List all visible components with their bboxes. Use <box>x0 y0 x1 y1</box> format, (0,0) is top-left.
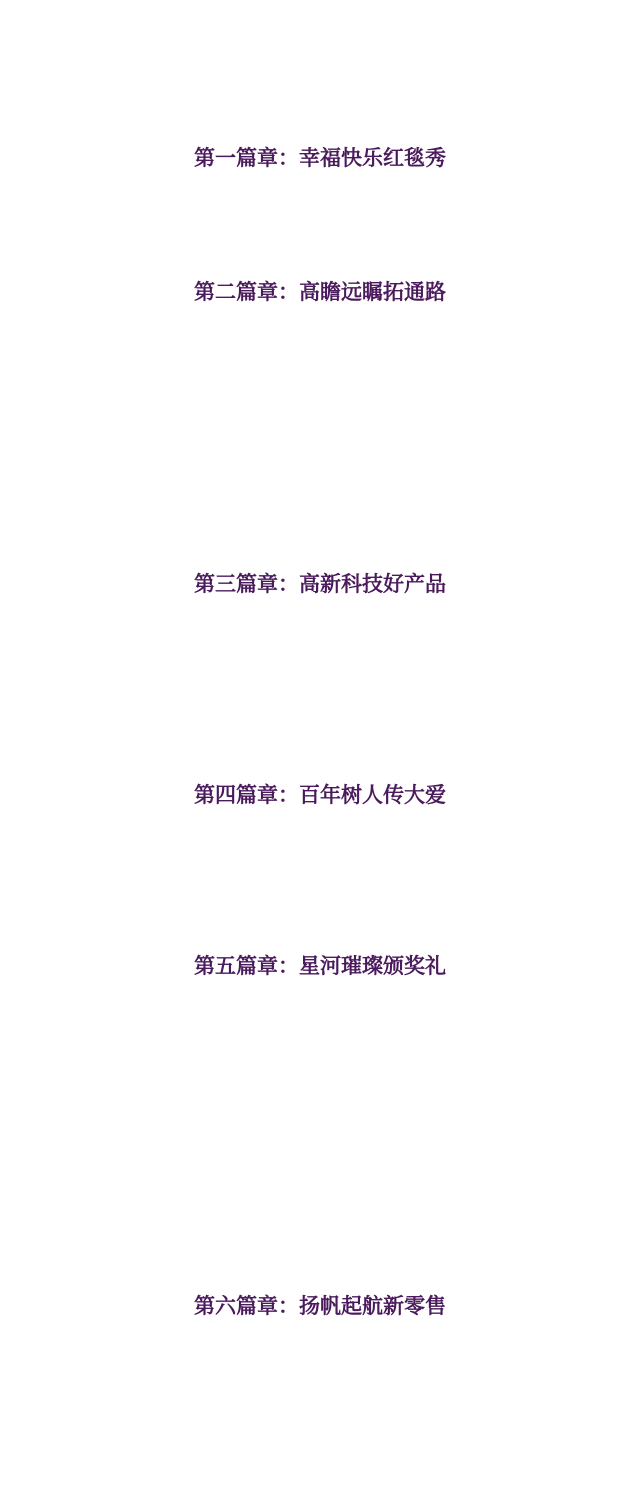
chapter-heading-3: 第三篇章：高新科技好产品 <box>194 572 446 596</box>
chapter-heading-2: 第二篇章：高瞻远瞩拓通路 <box>194 280 446 304</box>
chapter-heading-4: 第四篇章：百年树人传大爱 <box>194 783 446 807</box>
chapter-heading-1: 第一篇章：幸福快乐红毯秀 <box>194 146 446 170</box>
chapter-heading-6: 第六篇章：扬帆起航新零售 <box>194 1294 446 1318</box>
chapter-heading-5: 第五篇章：星河璀璨颁奖礼 <box>194 954 446 978</box>
